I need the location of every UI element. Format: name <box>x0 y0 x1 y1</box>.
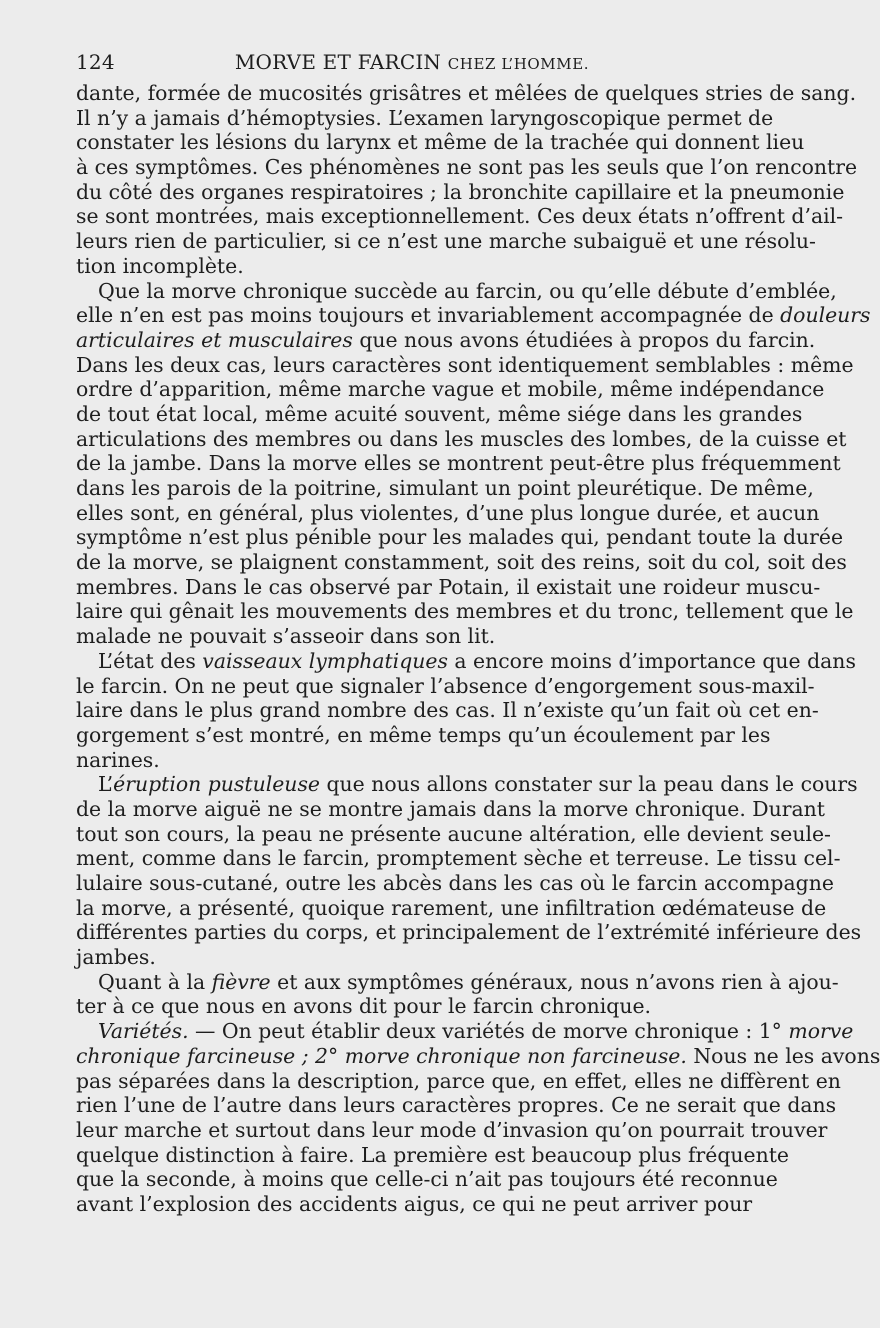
text-line: que la seconde, à moins que celle-ci n’ait pas toujours été reconnue <box>76 1167 778 1192</box>
text-line: narines. <box>76 747 160 772</box>
text-line: constater les lésions du larynx et même de la trachée qui donnent lieu <box>76 130 805 155</box>
text-line <box>76 648 856 674</box>
text-line: symptôme n’est plus pénible pour les malades qui, pendant toute la durée <box>76 525 844 550</box>
text-line: le farcin. On ne peut que signaler l’absence d’engorgement sous-maxil- <box>76 673 815 698</box>
text-line <box>76 772 858 797</box>
line-segment-italic: morve <box>788 1019 854 1044</box>
text-line: Dans les deux cas, leurs caractères sont identiquement semblables : même <box>76 352 854 377</box>
line-segment-italic: fièvre <box>211 969 271 994</box>
line-segment: Quant à la <box>98 969 212 994</box>
text-body <box>76 81 880 1217</box>
text-line: laire dans le plus grand nombre des cas. Il n’existe qu’un fait où cet en- <box>76 698 819 723</box>
text-line: rien l’une de l’autre dans leurs caractères propres. Ce ne serait que dans <box>76 1093 837 1118</box>
line-segment: et aux symptômes généraux, nous n’avons rien à ajou- <box>270 969 839 994</box>
line-segment-italic: éruption pustuleuse <box>113 772 320 797</box>
text-line: malade ne pouvait s’asseoir dans son lit. <box>76 624 496 649</box>
text-line: tion incomplète. <box>76 253 244 278</box>
line-segment: L’ <box>98 772 114 797</box>
text-line: ment, comme dans le farcin, promptement sèche et terreuse. Le tissu cel- <box>76 846 841 871</box>
line-segment: — On peut établir deux variétés de morve chronique : 1° <box>188 1019 789 1044</box>
text-line <box>76 1019 854 1044</box>
text-line <box>76 969 839 995</box>
text-line: dans les parois de la poitrine, simulant un point pleurétique. De même, <box>76 476 814 500</box>
text-line: leurs rien de particulier, si ce n’est une marche subaiguë et une résolu- <box>76 229 816 254</box>
text-line: de la morve, se plaignent constamment, soit des reins, soit du col, soit des <box>76 550 847 575</box>
text-line: de la morve aiguë ne se montre jamais dans la morve chronique. Durant <box>76 796 825 821</box>
running-header <box>76 50 748 80</box>
text-line <box>76 327 816 353</box>
text-line: ter à ce que nous en avons dit pour le farcin chronique. <box>76 994 652 1019</box>
line-segment-italic: douleurs <box>780 303 871 328</box>
line-segment: que nous allons constater sur la peau dans le cours <box>319 772 858 797</box>
line-segment: que nous avons étudiées à propos du farcin. <box>352 327 816 352</box>
text-line: de tout état local, même acuité souvent, même siége dans les grandes <box>76 401 803 426</box>
text-line: dante, formée de mucosités grisâtres et mêlées de quelques stries de sang. <box>76 81 857 105</box>
text-line: lulaire sous-cutané, outre les abcès dans les cas où le farcin accompagne <box>76 871 834 895</box>
page-number: 124 <box>76 50 115 74</box>
line-segment-italic: chronique farcineuse ; 2° morve chronique non farcineuse. <box>76 1043 687 1068</box>
text-line: membres. Dans le cas observé par Potain, il existait une roideur muscu- <box>76 574 821 599</box>
running-title <box>76 50 748 74</box>
line-segment: L’état des <box>98 648 203 673</box>
text-line: quelque distinction à faire. La première est beaucoup plus fréquente <box>76 1142 789 1167</box>
text-line: jambes. <box>76 945 156 970</box>
text-line: Que la morve chronique succède au farcin, ou qu’elle débute d’emblée, <box>98 278 837 303</box>
text-line: différentes parties du corps, et principalement de l’extrémité inférieure des <box>76 920 862 945</box>
running-title-main: MORVE ET FARCIN <box>234 50 442 74</box>
line-segment: Nous ne les avons <box>686 1043 880 1068</box>
text-line: ordre d’apparition, même marche vague et mobile, même indépendance <box>76 377 825 402</box>
text-line: laire qui gênait les mouvements des membres et du tronc, tellement que le <box>76 599 854 624</box>
text-line: articulations des membres ou dans les muscles des lombes, de la cuisse et <box>76 426 847 451</box>
line-segment: elle n’en est pas moins toujours et invariablement accompagnée de <box>76 303 781 328</box>
line-segment-italic: articulaires et musculaires <box>76 327 353 352</box>
text-line <box>76 1043 880 1069</box>
text-line: leur marche et surtout dans leur mode d’invasion qu’on pourrait trouver <box>76 1117 828 1142</box>
text-line: à ces symptômes. Ces phénomènes ne sont pas les seuls que l’on rencontre <box>76 155 858 180</box>
text-line: pas séparées dans la description, parce que, en effet, elles ne diffèrent en <box>76 1068 841 1093</box>
text-line <box>76 303 871 328</box>
text-line: la morve, a présenté, quoique rarement, une infiltration œdémateuse de <box>76 895 827 920</box>
text-line: se sont montrées, mais exceptionnellement. Ces deux états n’offrent d’ail- <box>76 204 844 229</box>
line-segment-italic: Variétés. <box>98 1019 189 1044</box>
text-line: du côté des organes respiratoires ; la bronchite capillaire et la pneumonie <box>76 179 845 204</box>
text-line: avant l’explosion des accidents aigus, ce qui ne peut arriver pour <box>76 1191 753 1216</box>
text-line: gorgement s’est montré, en même temps qu’un écoulement par les <box>76 722 771 747</box>
text-line: tout son cours, la peau ne présente aucune altération, elle devient seule- <box>76 821 831 846</box>
text-line: Il n’y a jamais d’hémoptysies. L’examen laryngoscopique permet de <box>76 105 774 130</box>
running-title-small: CHEZ L’HOMME. <box>447 55 590 73</box>
text-line: de la jambe. Dans la morve elles se montrent peut-être plus fréquemment <box>76 451 841 476</box>
line-segment: a encore moins d’importance que dans <box>447 648 856 673</box>
line-segment-italic: vaisseaux lymphatiques <box>202 648 448 673</box>
text-line: elles sont, en général, plus violentes, d’une plus longue durée, et aucun <box>76 500 820 525</box>
